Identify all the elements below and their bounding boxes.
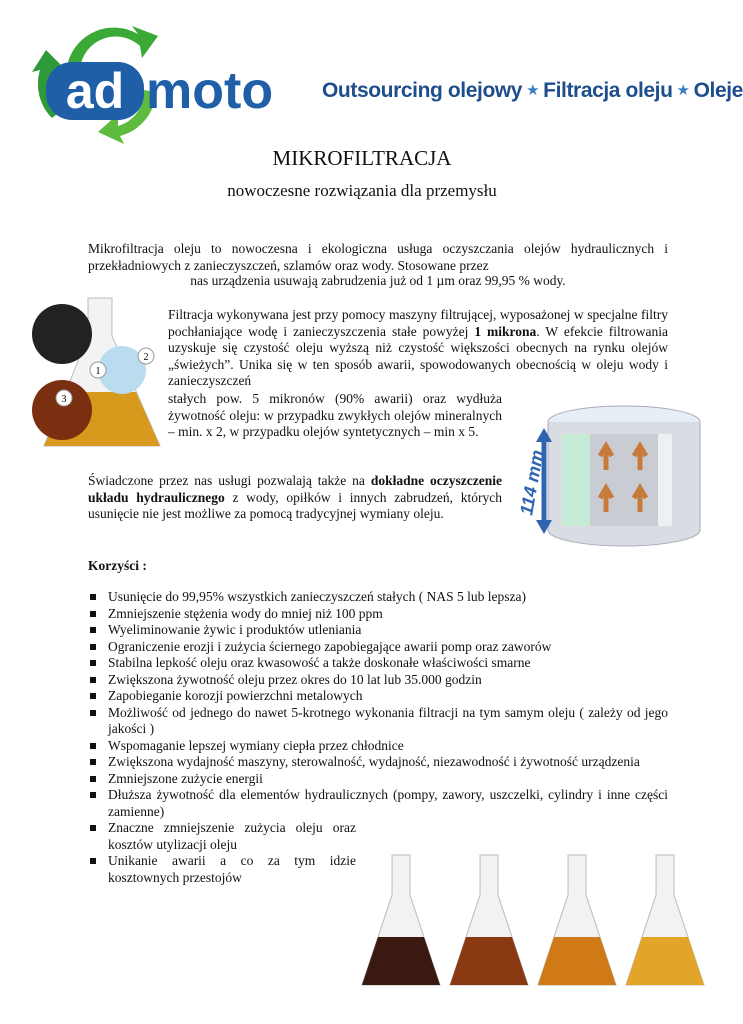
logo-ad-text: ad <box>65 63 125 119</box>
benefit-item: Zmniejszone zużycie energii <box>88 771 668 788</box>
page-subtitle: nowoczesne rozwiązania dla przemysłu <box>227 181 497 200</box>
svg-text:3: 3 <box>61 394 67 405</box>
filtration-text-2: . W efekcie filtrowania uzyskuje się czystość oleju wyższą niż czystość większości obecnych na rynku olejów „świeżych”. Unika się w ten sposób awarii, spowodowanych obecnością w oleju wody i zanieczyszczeń <box>168 323 669 388</box>
logo-moto-text: moto <box>146 62 274 120</box>
intro-paragraph-line1: Mikrofiltracja oleju to nowoczesna i ekologiczna usługa oczyszczania olejów hydraulicznych i przekładniowych z zanieczyszczeń, szlamów oraz wody. Stosowane przez <box>88 241 668 273</box>
oil-bottles-image <box>362 845 704 995</box>
tagline-item-1: Outsourcing olejowy <box>322 79 523 102</box>
benefit-item: Zmniejszenie stężenia wody do mniej niż 100 ppm <box>88 606 668 623</box>
benefit-item: Wspomaganie lepszej wymiany ciepła przez chłodnice <box>88 738 668 755</box>
star-icon: ★ <box>526 82 540 99</box>
tagline-item-3: Oleje <box>693 79 743 102</box>
services-text-2: z wody, opiłków i innych zabrudzeń, których usunięcie nie jest możliwe za pomocą tradycyjnej wymiany oleju. <box>88 489 502 521</box>
oil-flask-image <box>28 296 168 456</box>
star-icon: ★ <box>676 82 690 99</box>
tagline <box>322 79 743 103</box>
intro-paragraph-line2: nas urządzenia usuwają zabrudzenia już od 1 µm oraz 99,95 % wody. <box>190 273 566 288</box>
benefit-item: Znaczne zmniejszenie zużycia oleju oraz kosztów utylizacji oleju <box>88 820 356 853</box>
benefit-item: Zwiększona żywotność oleju przez okres do 10 lat lub 35.000 godzin <box>88 672 668 689</box>
tagline-item-2: Filtracja oleju <box>543 79 673 102</box>
filtration-paragraph-cont: stałych pow. 5 mikronów (90% awarii) oraz wydłuża żywotność oleju: w przypadku zwykłych olejów mineralnych – min. x 2, w przypadku olejów syntetycznych – min x 5. <box>168 391 502 439</box>
admoto-logo <box>28 22 290 142</box>
page-title: MIKROFILTRACJA <box>272 146 452 170</box>
benefit-item: Ograniczenie erozji i zużycia ściernego zapobiegające awarii pomp oraz zaworów <box>88 639 668 656</box>
benefit-item: Możliwość od jednego do nawet 5-krotnego wykonania filtracji na tym samym oleju ( zależy od jego jakości ) <box>88 705 668 738</box>
services-paragraph <box>88 473 502 523</box>
svg-text:2: 2 <box>143 352 149 363</box>
benefit-item: Zwiększona wydajność maszyny, sterowalność, wydajność, niezawodność i żywotność urządzenia <box>88 754 668 771</box>
benefit-item: Usunięcie do 99,95% wszystkich zanieczyszczeń stałych ( NAS 5 lub lepsza) <box>88 589 668 606</box>
filtration-text-1: Filtracja wykonywana jest przy pomocy maszyny filtrującej, wyposażonej w specjalne filtry pochłaniające wodę i zanieczyszczenia stałe powyżej <box>168 307 668 339</box>
services-text-1: Świadczone przez nas usługi pozwalają także na <box>88 473 371 488</box>
benefit-item: Wyeliminowanie żywic i produktów utleniania <box>88 622 668 639</box>
filtration-paragraph <box>168 307 668 390</box>
benefit-item: Stabilna lepkość oleju oraz kwasowość a także doskonałe właściwości smarne <box>88 655 668 672</box>
benefit-item: Unikanie awarii a co za tym idzie kosztownych przestojów <box>88 853 356 886</box>
svg-text:1: 1 <box>95 366 101 377</box>
services-bold: dokładne oczyszczenie układu hydraulicznego <box>88 473 502 505</box>
benefits-heading: Korzyści : <box>88 558 147 573</box>
filtration-bold: 1 mikrona <box>474 323 537 339</box>
benefits-list <box>88 589 668 886</box>
benefit-item: Zapobieganie korozji powierzchni metalowych <box>88 688 668 705</box>
benefit-item: Dłuższa żywotność dla elementów hydraulicznych (pompy, zawory, uszczelki, cylindry i inne części zamienne) <box>88 787 668 820</box>
filter-height-label: 114 mm <box>516 448 548 517</box>
filter-cartridge-image <box>506 400 706 550</box>
